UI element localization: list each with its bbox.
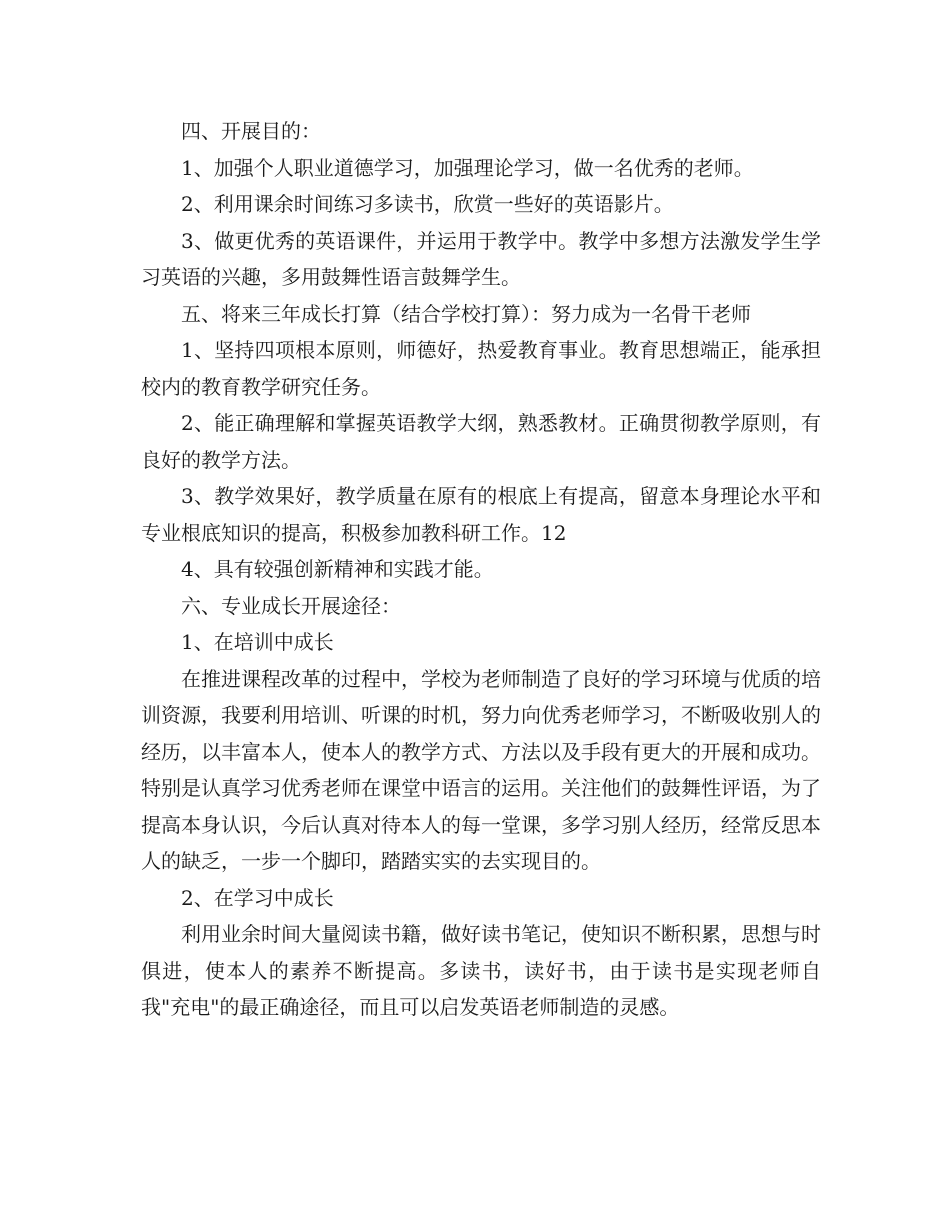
body-paragraph: 在推进课程改革的过程中，学校为老师制造了良好的学习环境与优质的培训资源，我要利用培训、听课的时机，努力向优秀老师学习，不断吸收别人的经历，以丰富本人，使本人的教学方式、方法以及手段有更大的开展和成功。特别是认真学习优秀老师在课堂中语言的运用。关注他们的鼓舞性评语，为了提高本身认识，今后认真对待本人的每一堂课，多学习别人经历，经常反思本人的缺乏，一步一个脚印，踏踏实实的去实现目的。	[141, 666, 821, 873]
subsection-heading: 2、在学习中成长	[181, 885, 334, 910]
list-item: 2、能正确理解和掌握英语教学大纲，熟悉教材。正确贯彻教学原则，有良好的教学方法。	[141, 411, 821, 472]
document-page	[141, 113, 821, 1026]
list-item: 2、利用课余时间练习多读书，欣赏一些好的英语影片。	[181, 192, 674, 216]
section-heading-6: 六、专业成长开展途径：	[181, 593, 401, 618]
section-heading-4: 四、开展目的：	[181, 119, 321, 143]
subsection-heading: 1、在培训中成长	[181, 630, 334, 654]
list-item: 1、坚持四项根本原则，师德好，热爱教育事业。教育思想端正，能承担校内的教育教学研究任务。	[141, 338, 821, 399]
list-item: 1、加强个人职业道德学习，加强理论学习，做一名优秀的老师。	[181, 155, 754, 180]
section-heading-5: 五、将来三年成长打算（结合学校打算）：努力成为一名骨干老师	[181, 301, 751, 326]
body-paragraph: 利用业余时间大量阅读书籍，做好读书笔记，使知识不断积累，思想与时俱进，使本人的素养不断提高。多读书，读好书，由于读书是实现老师自我"充电"的最正确途径，而且可以启发英语老师制造的灵感。	[141, 922, 821, 1019]
list-item: 3、教学效果好，教学质量在原有的根底上有提高，留意本身理论水平和专业根底知识的提高，积极参加教科研工作。12	[141, 484, 821, 545]
list-item: 4、具有较强创新精神和实践才能。	[181, 557, 494, 581]
list-item: 3、做更优秀的英语课件，并运用于教学中。教学中多想方法激发学生学习英语的兴趣，多用鼓舞性语言鼓舞学生。	[141, 228, 821, 289]
